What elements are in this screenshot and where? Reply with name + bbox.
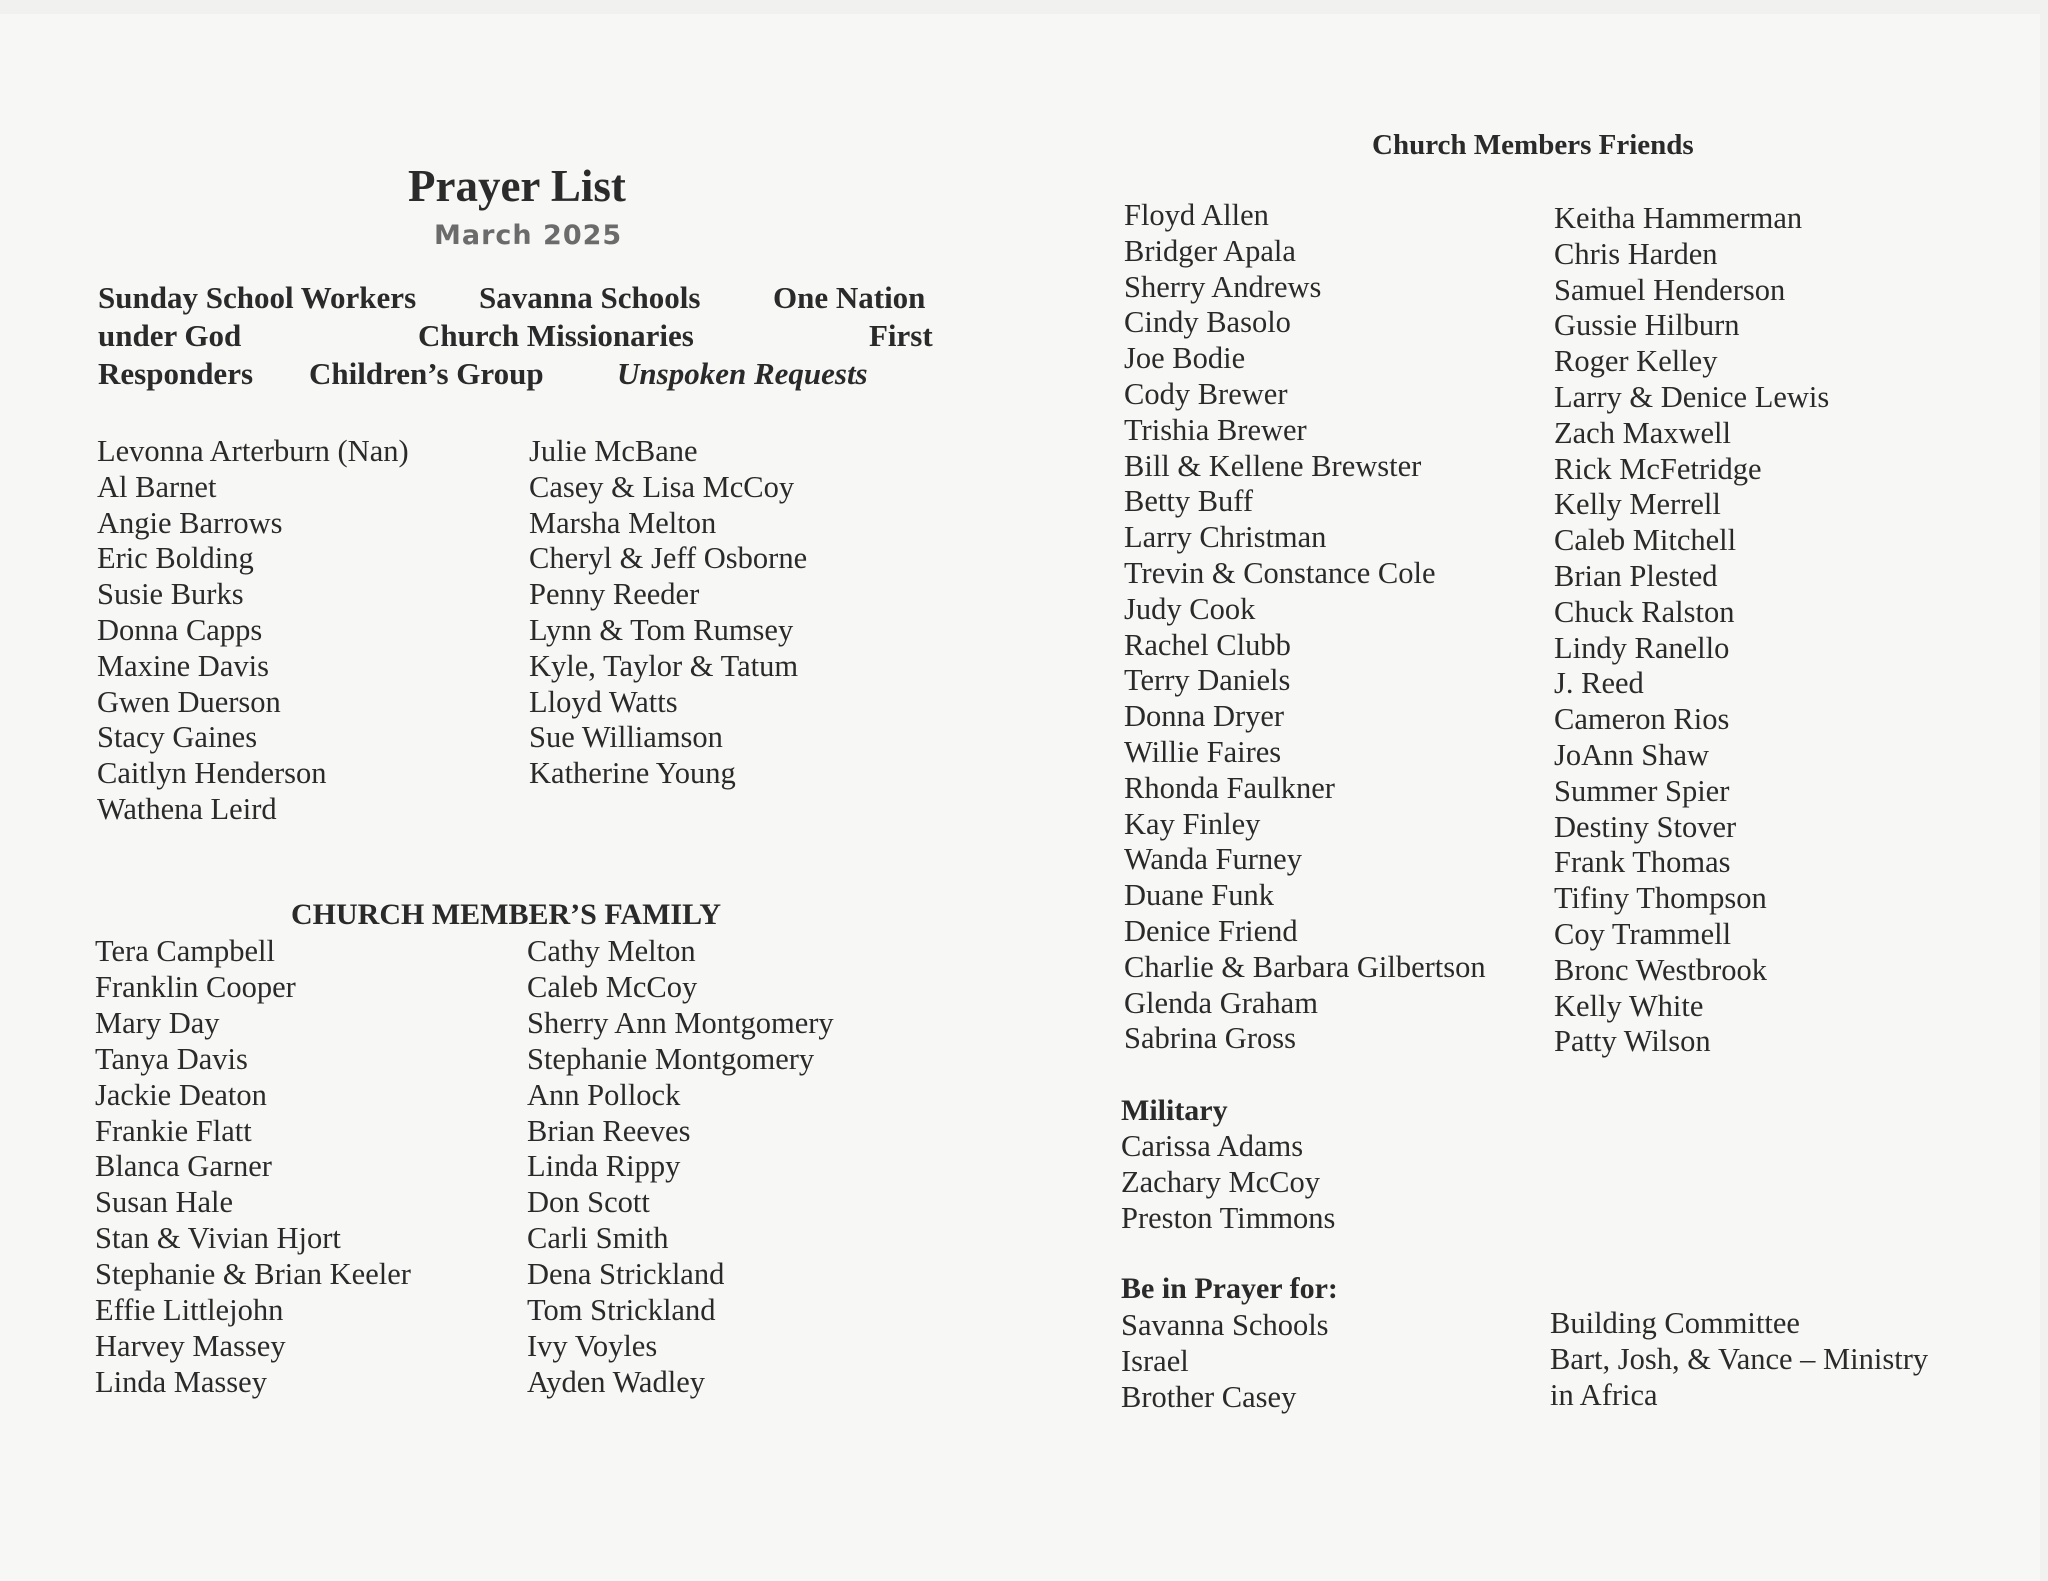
- list-item: Caleb McCoy: [527, 969, 698, 1004]
- list-item: Eric Bolding: [97, 541, 254, 576]
- topic-under-god: under God: [98, 318, 242, 353]
- list-item: Zachary McCoy: [1121, 1164, 1321, 1199]
- list-item: Bart, Josh, & Vance – Ministry: [1550, 1341, 1929, 1376]
- list-item: Frank Thomas: [1554, 845, 1731, 880]
- list-item: Cody Brewer: [1124, 376, 1288, 411]
- list-item: Tanya Davis: [95, 1041, 248, 1076]
- list-item: Bridger Apala: [1124, 233, 1296, 268]
- list-item: Al Barnet: [97, 469, 217, 504]
- be-in-prayer-col1: [1121, 1308, 1329, 1415]
- list-item: Keitha Hammerman: [1554, 201, 1803, 235]
- be-in-prayer-col2: [1550, 1306, 1928, 1413]
- list-item: Tera Campbell: [95, 934, 275, 968]
- list-item: Betty Buff: [1124, 484, 1254, 519]
- list-item: Tifiny Thompson: [1554, 881, 1767, 916]
- list-item: Terry Daniels: [1124, 663, 1291, 698]
- family-col2: [527, 934, 834, 1401]
- list-item: Israel: [1121, 1343, 1189, 1378]
- military-heading: Military: [1121, 1094, 1228, 1127]
- list-item: Cathy Melton: [527, 934, 696, 968]
- page-title: Prayer List: [408, 161, 626, 211]
- list-item: Rhonda Faulkner: [1124, 770, 1335, 805]
- list-item: Willie Faires: [1124, 734, 1282, 769]
- topic-responders: Responders: [98, 356, 254, 391]
- list-item: Marsha Melton: [529, 505, 717, 540]
- list-item: Frankie Flatt: [95, 1113, 252, 1148]
- list-item: Kelly White: [1554, 988, 1704, 1023]
- military-list: [1121, 1129, 1335, 1236]
- list-item: Penny Reeder: [529, 577, 700, 612]
- list-item: Ivy Voyles: [527, 1328, 658, 1363]
- list-item: Ann Pollock: [527, 1077, 681, 1112]
- friends-col1: [1124, 198, 1486, 1057]
- list-item: Trishia Brewer: [1124, 412, 1307, 447]
- list-item: Judy Cook: [1124, 591, 1256, 626]
- list-item: Linda Rippy: [527, 1149, 681, 1184]
- list-item: Lindy Ranello: [1554, 630, 1730, 665]
- list-item: Stephanie Montgomery: [527, 1041, 815, 1076]
- list-item: Dena Strickland: [527, 1257, 725, 1292]
- list-item: Cindy Basolo: [1124, 305, 1291, 340]
- list-item: Sabrina Gross: [1124, 1021, 1296, 1056]
- list-item: Gussie Hilburn: [1554, 308, 1740, 343]
- list-item: Larry Christman: [1124, 520, 1327, 555]
- list-item: Donna Capps: [97, 612, 263, 647]
- list-item: Susan Hale: [95, 1185, 234, 1220]
- list-item: Brian Plested: [1554, 558, 1718, 593]
- list-item: Lloyd Watts: [529, 684, 678, 719]
- list-item: Ayden Wadley: [527, 1364, 705, 1399]
- be-in-prayer-heading: Be in Prayer for:: [1121, 1272, 1338, 1305]
- list-item: Levonna Arterburn (Nan): [97, 434, 409, 468]
- list-item: Maxine Davis: [97, 648, 269, 683]
- list-item: Savanna Schools: [1121, 1308, 1329, 1342]
- list-item: Jackie Deaton: [95, 1077, 267, 1112]
- list-item: Don Scott: [527, 1185, 650, 1220]
- topic-childrens-group: Children’s Group: [309, 356, 544, 391]
- list-item: Tom Strickland: [527, 1293, 716, 1328]
- list-item: Larry & Denice Lewis: [1554, 379, 1830, 414]
- list-item: Sherry Ann Montgomery: [527, 1005, 834, 1040]
- list-item: Denice Friend: [1124, 913, 1298, 948]
- list-item: Destiny Stover: [1554, 809, 1737, 844]
- list-item: Duane Funk: [1124, 878, 1274, 913]
- list-item: Susie Burks: [97, 577, 244, 612]
- list-item: Kyle, Taylor & Tatum: [529, 648, 799, 683]
- list-item: Patty Wilson: [1554, 1024, 1711, 1059]
- list-item: Kay Finley: [1124, 806, 1261, 841]
- list-item: Joe Bodie: [1124, 341, 1246, 376]
- prayer-list-page: [0, 14, 2040, 1581]
- topic-sunday-school-workers: Sunday School Workers: [98, 280, 417, 315]
- list-item: Lynn & Tom Rumsey: [529, 612, 794, 647]
- list-item: Bronc Westbrook: [1554, 952, 1767, 987]
- topic-unspoken-requests: Unspoken Requests: [617, 356, 868, 391]
- list-item: Roger Kelley: [1554, 344, 1718, 379]
- list-item: Sue Williamson: [529, 720, 723, 755]
- list-item: Julie McBane: [529, 434, 698, 468]
- list-item: Stan & Vivian Hjort: [95, 1221, 341, 1256]
- list-item: J. Reed: [1554, 666, 1644, 701]
- list-item: Casey & Lisa McCoy: [529, 469, 795, 504]
- list-item: Wathena Leird: [97, 791, 277, 826]
- list-item: Harvey Massey: [95, 1328, 286, 1363]
- list-item: Rick McFetridge: [1554, 451, 1762, 486]
- list-item: Carissa Adams: [1121, 1129, 1304, 1163]
- list-item: Katherine Young: [529, 756, 736, 791]
- list-item: Samuel Henderson: [1554, 272, 1786, 307]
- list-item: Angie Barrows: [97, 505, 283, 540]
- list-item: Donna Dryer: [1124, 699, 1285, 734]
- list-item: Caleb Mitchell: [1554, 523, 1737, 558]
- list-item: Zach Maxwell: [1554, 415, 1731, 450]
- prayer-names-col2: [529, 434, 807, 792]
- list-item: Summer Spier: [1554, 773, 1730, 808]
- list-item: Mary Day: [95, 1005, 220, 1040]
- list-item: Glenda Graham: [1124, 985, 1318, 1020]
- list-item: Stephanie & Brian Keeler: [95, 1257, 411, 1292]
- list-item: Caitlyn Henderson: [97, 756, 327, 791]
- list-item: Stacy Gaines: [97, 720, 258, 755]
- list-item: Brother Casey: [1121, 1379, 1297, 1414]
- list-item: Charlie & Barbara Gilbertson: [1124, 949, 1486, 984]
- list-item: Kelly Merrell: [1554, 487, 1721, 522]
- topic-church-missionaries: Church Missionaries: [418, 318, 694, 353]
- page-date: March 2025: [434, 220, 623, 251]
- list-item: JoAnn Shaw: [1554, 737, 1710, 772]
- list-item: Sherry Andrews: [1124, 269, 1322, 304]
- list-item: Gwen Duerson: [97, 684, 281, 719]
- list-item: Trevin & Constance Cole: [1124, 555, 1436, 590]
- list-item: Franklin Cooper: [95, 969, 296, 1004]
- family-heading: CHURCH MEMBER’S FAMILY: [291, 898, 722, 931]
- list-item: Wanda Furney: [1124, 842, 1302, 877]
- topic-savanna-schools: Savanna Schools: [479, 280, 701, 315]
- list-item: Linda Massey: [95, 1364, 267, 1399]
- list-item: Coy Trammell: [1554, 916, 1732, 951]
- list-item: Chuck Ralston: [1554, 594, 1735, 629]
- list-item: Chris Harden: [1554, 236, 1718, 271]
- list-item: Rachel Clubb: [1124, 627, 1291, 662]
- list-item: Blanca Garner: [95, 1149, 272, 1184]
- list-item: Building Committee: [1550, 1306, 1800, 1340]
- friends-col2: [1554, 201, 1829, 1060]
- list-item: Brian Reeves: [527, 1113, 691, 1148]
- list-item: Preston Timmons: [1121, 1200, 1336, 1235]
- list-item: in Africa: [1550, 1377, 1658, 1412]
- list-item: Effie Littlejohn: [95, 1293, 284, 1328]
- topic-one-nation: One Nation: [773, 280, 926, 315]
- family-col1: [95, 934, 411, 1401]
- list-item: Cheryl & Jeff Osborne: [529, 541, 808, 576]
- list-item: Cameron Rios: [1554, 702, 1730, 737]
- list-item: Carli Smith: [527, 1221, 669, 1256]
- friends-heading: Church Members Friends: [1372, 129, 1694, 161]
- list-item: Bill & Kellene Brewster: [1124, 448, 1422, 483]
- prayer-names-col1: [97, 434, 409, 828]
- topic-first: First: [869, 318, 933, 353]
- list-item: Floyd Allen: [1124, 198, 1269, 232]
